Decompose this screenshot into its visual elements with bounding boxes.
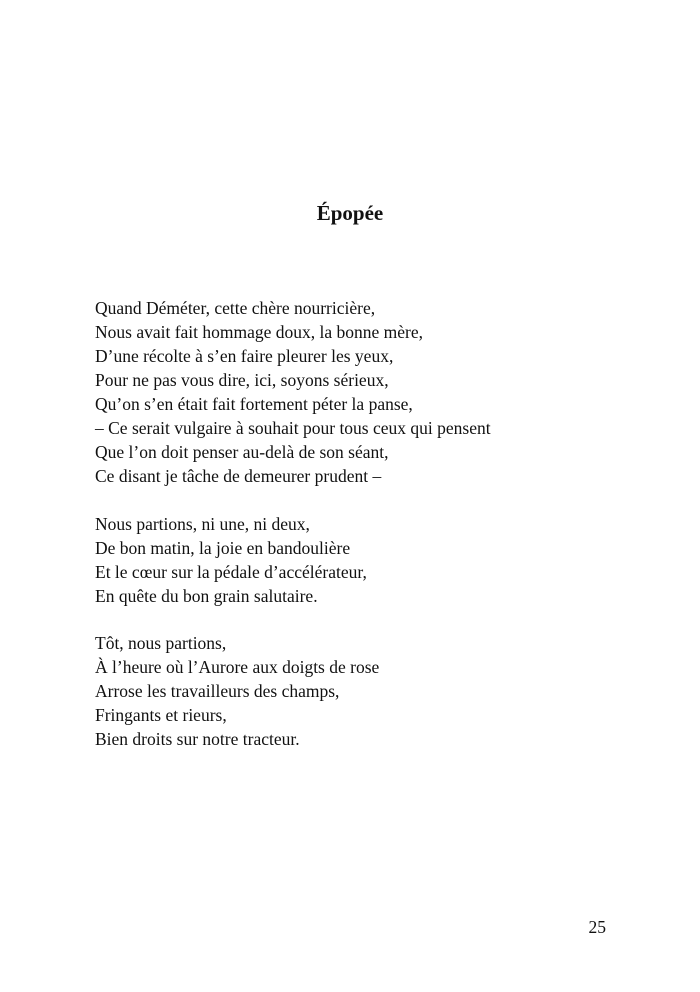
page-number: 25 xyxy=(588,917,606,937)
stanza-1 xyxy=(95,296,655,488)
poem-line: Ce disant je tâche de demeurer prudent – xyxy=(95,466,382,486)
poem-line: Nous partions, ni une, ni deux, xyxy=(95,513,310,534)
poem-line: Fringants et rieurs, xyxy=(95,705,227,725)
poem-line: Qu’on s’en était fait fortement péter la panse, xyxy=(95,394,413,414)
poem-line: Pour ne pas vous dire, ici, soyons sérieux, xyxy=(95,370,389,390)
poem-line: – Ce serait vulgaire à souhait pour tous ceux qui pensent xyxy=(95,418,491,438)
poem-title: Épopée xyxy=(316,201,384,225)
poem-line: Nous avait fait hommage doux, la bonne mère, xyxy=(95,322,424,342)
poem-line: Que l’on doit penser au-delà de son séant, xyxy=(95,442,389,462)
poem-line: Quand Déméter, cette chère nourricière, xyxy=(95,298,376,318)
poem-line: Bien droits sur notre tracteur. xyxy=(95,729,300,749)
stanza-3 xyxy=(95,631,655,751)
stanza-2 xyxy=(95,512,655,608)
poem-body xyxy=(95,296,655,775)
poem-line: Tôt, nous partions, xyxy=(95,633,227,653)
poem-line: À l’heure où l’Aurore aux doigts de rose xyxy=(95,657,380,677)
poem-line: En quête du bon grain salutaire. xyxy=(95,585,318,606)
poem-line: De bon matin, la joie en bandoulière xyxy=(95,537,351,558)
poem-line: Et le cœur sur la pédale d’accélérateur, xyxy=(95,561,367,582)
poem-line: D’une récolte à s’en faire pleurer les yeux, xyxy=(95,346,394,366)
poem-line: Arrose les travailleurs des champs, xyxy=(95,681,340,701)
